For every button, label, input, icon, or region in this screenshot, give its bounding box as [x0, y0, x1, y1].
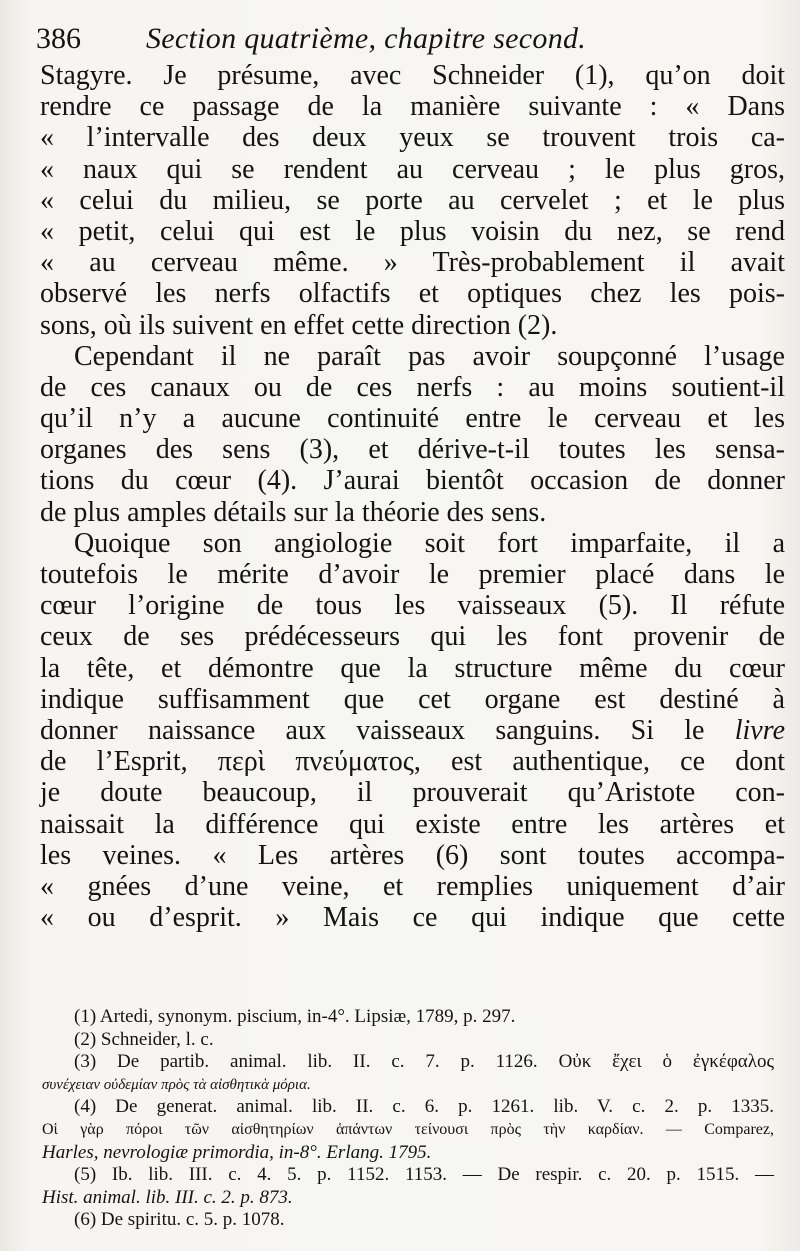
text-line: les veines. « Les artères (6) sont toutes accompa-	[40, 839, 785, 871]
text-line: Stagyre. Je présume, avec Schneider (1), qu’on doit	[40, 60, 785, 91]
text-line: « au cerveau même. » Très-probablement il avait	[40, 247, 785, 279]
text-line: toutefois le mérite d’avoir le premier placé dans le	[40, 559, 785, 590]
footnotes	[42, 1006, 774, 1232]
text-line: la tête, et démontre que la structure même du cœur	[40, 652, 785, 684]
text-line: rendre ce passage de la manière suivante : « Dans	[40, 91, 785, 123]
text-line: « petit, celui qui est le plus voisin du nez, se rend	[40, 215, 785, 247]
text-line: « ou d’esprit. » Mais ce qui indique que cette	[40, 902, 785, 934]
text-line: « naux qui se rendent au cerveau ; le plus gros,	[40, 153, 785, 185]
text-line: ceux de ses prédécesseurs qui les font provenir de	[40, 621, 785, 653]
footnote-line: (4) De generat. animal. lib. II. c. 6. p. 1261. lib. V. c. 2. p. 1335.	[74, 1096, 774, 1118]
footnote-line: Harles, nevrologiæ primordia, in-8°. Erlang. 1795.	[42, 1141, 432, 1163]
footnote-line: (1) Artedi, synonym. piscium, in-4°. Lipsiæ, 1789, p. 297.	[74, 1006, 516, 1027]
text-line: sons, où ils suivent en effet cette direction (2).	[40, 309, 558, 341]
text-line: indique suffisamment que cet organe est destiné à	[40, 683, 785, 715]
text-line: organes des sens (3), et dérive-t-il toutes les sensa-	[40, 434, 785, 466]
text-line: Cependant il ne paraît pas avoir soupçonné l’usage	[74, 340, 785, 372]
italic-word: livre	[734, 714, 785, 746]
text-line: observé les nerfs olfactifs et optiques chez les pois-	[40, 278, 785, 310]
footnote-line: (6) De spiritu. c. 5. p. 1078.	[74, 1209, 285, 1231]
text-line: cœur l’origine de tous les vaisseaux (5). Il réfute	[40, 590, 785, 622]
text-line: de l’Esprit, περὶ πνεύματος, est authentique, ce dont	[40, 746, 785, 778]
text-line: Quoique son angiologie soit fort imparfaite, il a	[74, 527, 785, 559]
page-header	[36, 20, 776, 60]
footnote-line: Οἱ γὰρ πόροι τῶν αἰσθητηρίων ἁπάντων τείνουσι πρὸς τὴν καρδίαν. — Comparez,	[42, 1120, 774, 1138]
text-line: de ces canaux ou de ces nerfs : au moins soutient-il	[40, 371, 785, 403]
text-line: qu’il n’y a aucune continuité entre le cerveau et les	[40, 403, 785, 435]
footnote-line: Hist. animal. lib. III. c. 2. p. 873.	[42, 1186, 293, 1208]
text-line: tions du cœur (4). J’aurai bientôt occasion de donner	[40, 465, 785, 497]
text-line: « l’intervalle des deux yeux se trouvent trois ca-	[40, 122, 785, 154]
body-text	[40, 60, 785, 933]
text-line: naissait la différence qui existe entre les artères et	[40, 808, 785, 840]
text-span: donner naissance aux vaisseaux sanguins. Si le	[40, 714, 735, 746]
text-line: « gnées d’une veine, et remplies uniquement d’air	[40, 870, 785, 902]
footnote-line: (3) De partib. animal. lib. II. c. 7. p. 1126. Οὐκ ἔχει ὁ ἐγκέφαλος	[74, 1051, 774, 1073]
text-line	[40, 715, 785, 746]
footnote-line: (2) Schneider, l. c.	[74, 1028, 214, 1050]
running-head: Section quatrième, chapitre second.	[146, 22, 587, 55]
footnote-line: συνέχειαν οὐδεμίαν πρὸς τὰ αἰσθητικὰ μόρια.	[42, 1076, 311, 1093]
page-number: 386	[36, 22, 81, 55]
footnote-line: (5) Ib. lib. III. c. 4. 5. p. 1152. 1153. — De respir. c. 20. p. 1515. —	[74, 1164, 774, 1186]
text-line: de plus amples détails sur la théorie des sens.	[40, 496, 547, 528]
text-line: « celui du milieu, se porte au cervelet ; et le plus	[40, 184, 785, 216]
text-line: je doute beaucoup, il prouverait qu’Aristote con-	[40, 777, 785, 809]
